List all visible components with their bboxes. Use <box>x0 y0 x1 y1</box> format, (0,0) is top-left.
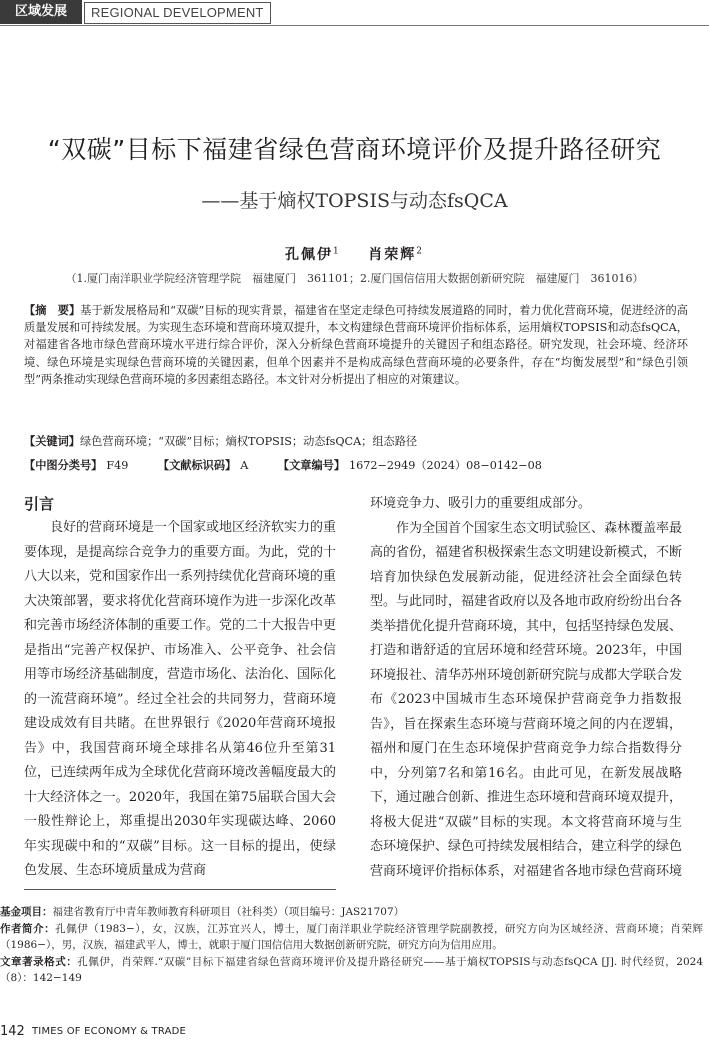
citation-format <box>0 954 703 987</box>
footnote-rule <box>24 889 336 890</box>
section-tag: 区域发展 <box>0 0 82 24</box>
author-bio-label: 作者简介： <box>0 922 56 935</box>
abstract <box>24 302 688 388</box>
article-subtitle: ——基于熵权TOPSIS与动态fsQCA <box>201 190 508 212</box>
author-list <box>0 244 709 264</box>
author-name: 孔佩伊 <box>285 247 334 263</box>
citation-text: 孔佩伊，肖荣辉.“双碳”目标下福建省绿色营商环境评价及提升路径研究——基于熵权TOPSIS与动态fsQCA [J]. 时代经贸，2024（8）：142−149 <box>0 955 703 984</box>
fund-text: 福建省教育厅中青年教师教育科研项目（社科类）（项目编号：JAS21707） <box>52 906 405 918</box>
section-heading: 引言 <box>24 495 55 513</box>
body-paragraph: 作为全国首个国家生态文明试验区、森林覆盖率最高的省份，福建省积极探索生态文明建设新模式，不断培育加快绿色发展新动能，促进经济社会全面绿色转型。与此同时，福建省政府以及各地市政府纷纷出台各类举措优化提升营商环境，其中，包括坚持绿色发展、打造和谐舒适的宜居环境和经营环境。2023年，中国环境报社、清华苏州环境创新研究院与成都大学联合发布《2023中国城市生态环境保护营商竞争力指数报告》，旨在探索生态环境与营商环境之间的内在逻辑，福州和厦门在生态环境保护营商竞争力综合指数得分中，分列第7名和第16名。由此可见，在新发展战略下，通过融合创新、推进生态环境和营商环境双提升，将极大促进“双碳”目标的实现。本文将营商环境与生态环境保护、绿色可持续发展相结合，建立科学的绿色营商环境评价指标体系，对福建省各地市绿色营商环境 <box>370 520 683 879</box>
author-bio-text: 孔佩伊（1983−），女，汉族，江苏宜兴人，博士，厦门南洋职业学院经济管理学院副教授，研究方向为区域经济、营商环境；肖荣辉（1986−），男，汉族，福建武平人，博士，就职于厦门国信信用大数据创新研究院，研究方向为信用应用。 <box>0 922 703 951</box>
author-affil-mark: 2 <box>416 246 424 257</box>
footnotes <box>0 904 709 987</box>
article-number-label: 【文章编号】 <box>277 459 346 472</box>
left-column <box>24 492 336 884</box>
author-affil-mark: 1 <box>333 246 341 257</box>
doc-code-label: 【文献标识码】 <box>157 459 237 472</box>
clc-value: F49 <box>106 459 129 472</box>
fund-label: 基金项目： <box>0 906 53 918</box>
keywords-label: 【关键词】 <box>24 435 80 448</box>
doc-code-value: A <box>240 459 249 472</box>
right-column <box>370 492 682 884</box>
running-header <box>0 0 709 24</box>
article-title: “双碳”目标下福建省绿色营商环境评价及提升路径研究 <box>47 135 662 164</box>
clc-label: 【中图分类号】 <box>24 459 103 472</box>
body-paragraph-continued: 环境竞争力、吸引力的重要组成部分。 <box>370 496 592 511</box>
header-rule <box>0 25 709 26</box>
keywords <box>24 433 688 449</box>
page-footer <box>0 1024 709 1042</box>
author-name: 肖荣辉 <box>368 247 417 263</box>
journal-name: TIMES OF ECONOMY & TRADE <box>32 1026 187 1037</box>
body-paragraph: 良好的营商环境是一个国家或地区经济软实力的重要体现，是提高综合竞争力的重要方面。为此，党的十八大以来，党和国家作出一系列持续优化营商环境的重大决策部署，要求将优化营商环境作为进一步深化改革和完善市场经济体制的重要工作。党的二十大报告中更是指出“完善产权保护、市场准入、公平竞争、社会信用等市场经济基础制度，营造市场化、法治化、国际化的一流营商环境”。经过全社会的共同努力，营商环境建设成效有目共睹。在世界银行《2020年营商环境报告》中，我国营商环境全球排名从第46位升至第31位，已连续两年成为全球优化营商环境改善幅度最大的十大经济体之一。2020年，我国在第75届联合国大会一般性辩论上，郑重提出2030年实现碳达峰、2060年实现碳中和的“双碳”目标。这一目标的提出，使绿色发展、生态环境质量成为营商 <box>24 520 337 878</box>
section-tag-english: REGIONAL DEVELOPMENT <box>84 2 271 24</box>
keywords-text: 绿色营商环境；“双碳”目标；熵权TOPSIS；动态fsQCA；组态路径 <box>79 435 418 448</box>
abstract-label: 【摘 要】 <box>24 304 81 317</box>
page-number: 142 <box>0 1024 25 1039</box>
affiliations: （1.厦门南洋职业学院经济管理学院 福建厦门 361101；2.厦门国信信用大数据创新研究院 福建厦门 361016） <box>65 272 644 285</box>
author-bio <box>0 921 703 954</box>
citation-label: 文章著录格式： <box>0 955 78 968</box>
article-number-value: 1672−2949（2024）08−0142−08 <box>349 459 542 472</box>
classification-line <box>24 457 688 473</box>
fund-note <box>0 904 703 921</box>
abstract-text: 基于新发展格局和“双碳”目标的现实背景，福建省在坚定走绿色可持续发展道路的同时，着力优化营商环境，促进经济的高质量发展和可持续发展。为实现生态环境和营商环境双提升，本文构建绿色营商环境评价指标体系，运用熵权TOPSIS和动态fsQCA，对福建省各地市绿色营商环境水平进行综合评价，深入分析绿色营商环境提升的关键因子和组态路径。研究发现，社会环境、经济环境、绿色环境是实现绿色营商环境的关键因素，但单个因素并不是构成高绿色营商环境的必要条件，存在“均衡发展型”和“绿色引领型”两条推动实现绿色营商环境的多因素组态路径。本文针对分析提出了相应的对策建议。 <box>24 304 688 386</box>
